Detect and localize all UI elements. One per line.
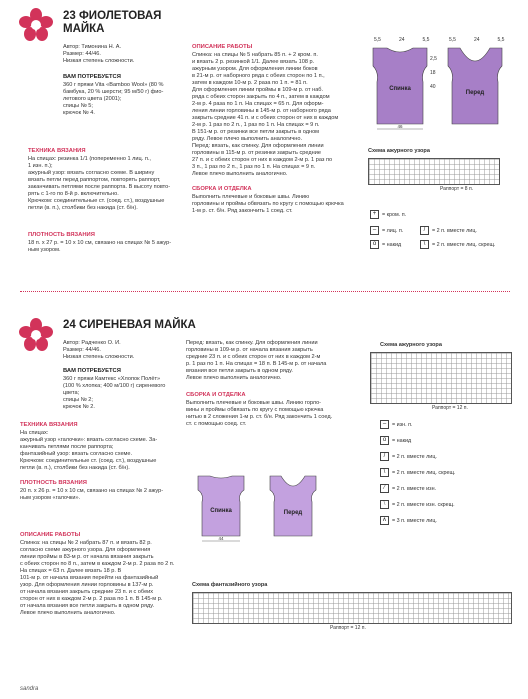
legend2-k2tog-crossed: \ = 2 п. вместе лиц. скрещ. [380,468,455,477]
flower-logo-icon-2 [19,318,53,352]
knit-stitch-icon: – [370,226,379,235]
section2-desc-front: Перед: вязать, как спинку. Для оформления линии горловины в 109-м р. от начала вязания закрыть средние 23 п. и с обеих сторон от них в каждом 2-м р. 1 раз по 1 п. На спицах = 18 п. В 145-м р. от начала вязания все петли закрыть в одном ряду. Левое плечо выполнить аналогично. [186,340,327,381]
section2-front-label: Перед [283,510,303,516]
section2-info: Автор: Радченко О. И. Размер: 44/46. Низкая степень сложности. [63,340,135,360]
section1-info: Автор: Тимонина Н. А. Размер: 44/46. Низкая степень сложности. [63,44,135,64]
section2-front-diagram [264,470,322,545]
legend2-purl: – = изн. п. [380,420,413,429]
k2tog-crossed-icon: \ [380,468,389,477]
section1-back-diagram [365,42,435,132]
section1-assembly: Выполнить плечевые и боковые швы. Линию горловины и проймы обвязать по кругу с помощью крючка 1-м р. ст. б/н. Ряд закончить 1 соед. ст. [192,194,344,214]
yarn-over-icon: o [370,240,379,249]
section2-desc-heading: ОПИСАНИЕ РАБОТЫ [20,532,81,538]
section1-front-label: Перед [465,90,485,96]
section1-title: 23 ФИОЛЕТОВАЯ МАЙКА [63,10,162,35]
section2-fancy-chart [192,592,512,624]
section1-dims-top-front: 5,5 24 5,5 [449,37,505,43]
legend1-k2tog-crossed: \ = 2 п. вместе лиц. скрещ. [420,240,495,249]
section2-desc: Спинка: на спицы № 2 набрать 87 п. и вязать 82 р. согласно схеме ажурного узора. Для оформления линии проймы в 83-м р. от начала вязания закрыть с обеих сторон по 8 п., затем в каждом 2-м р. 2 раза по 2 п. На спицах = 63 п. Далее вязать 18 р. В 101-м р. от начала вязания перейти на фантазийный узор. Для оформления линии горловины в 137-м р. от начала вязания закрыть средние 23 п. и с обеих сторон от них в каждом 2-м р. 2 раза по 1 п. В 145-м р. от начала вязания все петли закрыть в одном ряду. Левое плечо выполнить аналогично. [20,540,175,616]
section1-dims-side: 2,5 18 40 [430,56,437,90]
legend1-yo: o = накид [370,240,401,249]
p2tog-crossed-icon: ⧵ [380,500,389,509]
section2-scheme2-title: Схема фантазийного узора [192,582,268,588]
legend2-p2tog-crossed: ⧵ = 2 п. вместе изн. скрещ. [380,500,455,509]
k2tog-icon: / [420,226,429,235]
legend1-k2tog: / = 2 п. вместе лиц. [420,226,477,235]
legend1-knit: – = лиц. п. [370,226,403,235]
section2-title: 24 СИРЕНЕВАЯ МАЙКА [63,319,196,331]
section1-scheme-title: Схема ажурного узора [368,148,430,154]
legend2-k2tog: / = 2 п. вместе лиц. [380,452,437,461]
section2-back-diagram [192,470,250,545]
legend2-p2tog: ⁄ = 2 п. вместе изн. [380,484,436,493]
section2-density-heading: ПЛОТНОСТЬ ВЯЗАНИЯ [20,480,87,486]
section2-lace-chart [370,352,512,404]
section2-technique-heading: ТЕХНИКА ВЯЗАНИЯ [20,422,78,428]
k2tog-icon: / [380,452,389,461]
section1-density: 18 п. х 27 р. = 10 х 10 см, связано на спицах № 5 ажур- ным узором. [28,240,172,253]
section2-width-label: 44 [218,536,224,541]
section2-assembly: Выполнить плечевые и боковые швы. Линию горло- вины и проймы обвязать по кругу с помощью крючка нитью в 2 сложения 1-м р. ст. б/н. Ряд закончить 1 соед. ст. с помощью соед. ст. [186,400,333,427]
section2-assembly-heading: СБОРКА И ОТДЕЛКА [186,392,246,398]
section1-lace-chart [368,158,500,185]
flower-logo-icon [19,8,53,42]
footer-brand: sandra [20,686,39,692]
section2-materials: 360 г пряжи Камтекс «Хлопок Полёт» (100 % хлопка; 400 м/100 г) сиреневого цвета; спицы № 2; крючок № 2. [63,376,166,410]
section2-scheme1-title: Схема ажурного узора [380,342,442,348]
section1-need-heading: ВАМ ПОТРЕБУЕТСЯ [63,74,121,80]
legend1-edge: + = кром. п. [370,210,406,219]
section1-materials: 360 г пряжи Vita «Bamboo Wool» (80 % бамбука, 20 % шерсти; 95 м/50 г) фио- летового цвета (2001); спицы № 5; крючок № 4. [63,82,164,116]
legend2-k3tog: ∧ = 3 п. вместе лиц. [380,516,437,525]
legend2-yo: o = накид [380,436,411,445]
section1-assembly-heading: СБОРКА И ОТДЕЛКА [192,186,252,192]
section2-need-heading: ВАМ ПОТРЕБУЕТСЯ [63,368,121,374]
k3tog-icon: ∧ [380,516,389,525]
section1-technique: На спицах: резинка 1/1 (попеременно 1 лиц. п., 1 изн. п.); ажурный узор: вязать согласно схеме. В ширину вязать петли перед раппортом, повторять раппорт, заканчивать петлями после раппорта. В высоту повто- рять с 1-го по 8-й р. включительно. Крючком: соединительные ст. (соед. ст.), воздушные петли (в. п.), столбики без накида (ст. б/н). [28,156,171,211]
yarn-over-icon: o [380,436,389,445]
section2-rapport2: Раппорт = 12 п. [330,625,366,631]
edge-stitch-icon: + [370,210,379,219]
purl-stitch-icon: – [380,420,389,429]
section1-rapport: Раппорт = 8 п. [440,186,474,192]
section2-technique: На спицах: ажурный узор «галочки»: вязать согласно схеме. За- канчивать петлями после раппорта; фантазийный узор: вязать согласно схеме. Крючком: соединительные ст. (соед. ст.), воздушные петли (в. п.), столбики без накида (ст. б/н). [20,430,158,471]
k2tog-crossed-icon: \ [420,240,429,249]
section2-back-label: Спинка [210,508,232,514]
section-divider [20,291,510,292]
section1-desc-heading: ОПИСАНИЕ РАБОТЫ [192,44,253,50]
section1-desc: Спинка: на спицы № 5 набрать 85 п. + 2 кром. п. и вязать 2 р. резинкой 1/1. Далее вязать 108 р. ажурным узором. Для оформления линии боков в 21-м р. от наборного ряда с обеих сторон по 1 п., затем в каждом 10-м р. 2 раза по 1 п. = 81 п. Для оформления линии проймы в 109-м р. от наб. ряда с обеих сторон закрыть по 4 п., затем в каждом 2-м р. 4 раза по 1 п. На спицах = 65 п. Для оформ- ления линии горловины в 145-м р. от наборного ряда закрыть средние 41 п. и с обеих сторон от них в каждом 2-м р. 1 раз по 2 п., 1 раз по 1 п. На спицах = 9 п. В 151-м р. от резинки все петли закрыть в одном ряду. Левое плечо выполнить аналогично. Перед: вязать, как спинку. Для оформления линии горловины в 115-м р. от резинки закрыть средние 27 п. и с обеих сторон от них в каждом 2-м р. 1 раз по 3 п., 1 раз по 2 п., 1 раз по 1 п. На спицах = 9 п. Левое плечо выполнить аналогично. [192,52,339,177]
section2-rapport1: Раппорт = 12 п. [432,405,468,411]
section1-density-heading: ПЛОТНОСТЬ ВЯЗАНИЯ [28,232,95,238]
section1-back-label: Спинка [389,86,411,92]
section1-front-diagram [440,42,510,132]
section1-width-label: 46 [397,124,403,129]
section1-dims-top: 5,5 24 5,5 [374,37,430,43]
p2tog-icon: ⁄ [380,484,389,493]
section1-technique-heading: ТЕХНИКА ВЯЗАНИЯ [28,148,86,154]
section2-density: 20 п. х 26 р. = 10 х 10 см, связано на спицах № 2 ажур- ным узором «галочки». [20,488,164,501]
